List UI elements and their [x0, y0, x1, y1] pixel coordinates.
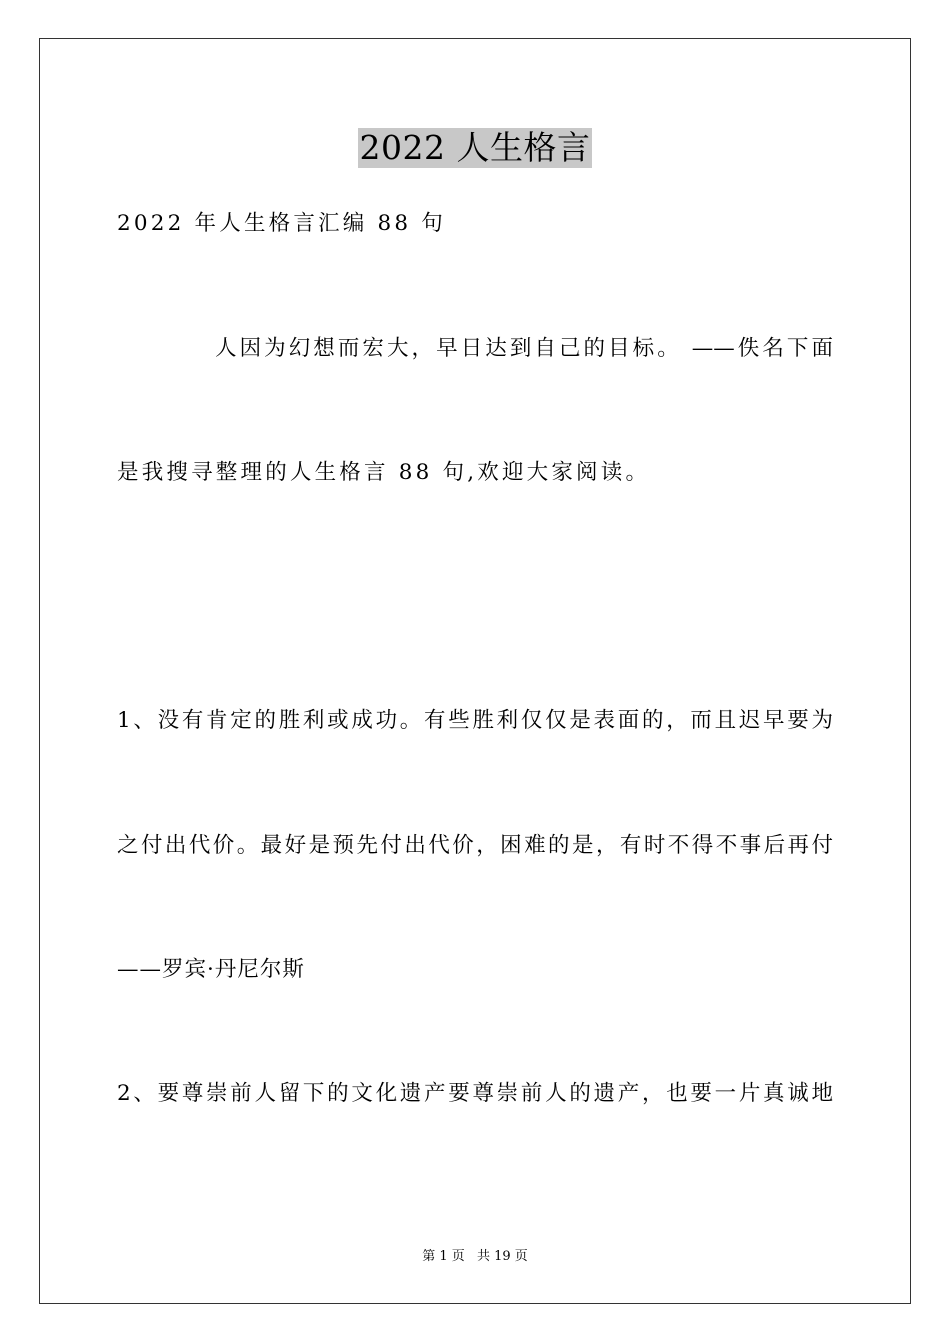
paragraph-line: ——罗宾·丹尼尔斯	[117, 957, 305, 982]
paragraph-line: 之付出代价。最好是预先付出代价，困难的是，有时不得不事后再付	[117, 833, 833, 858]
paragraph-line: 是我搜寻整理的人生格言 88 句,欢迎大家阅读。	[117, 460, 651, 485]
document-title: 2022 人生格言	[359, 128, 591, 167]
paragraph-line: 2、要尊崇前人留下的文化遗产要尊崇前人的遗产，也要一片真诚地	[117, 1081, 833, 1106]
paragraph-line: 人因为幻想而宏大，早日达到自己的目标。 ——佚名下面	[215, 336, 833, 361]
page-footer	[0, 1248, 950, 1266]
page-total: 共 19 页	[476, 1249, 528, 1264]
title-container	[0, 128, 950, 168]
page-number: 第 1 页	[422, 1249, 465, 1264]
document-subtitle: 2022 年人生格言汇编 88 句	[117, 211, 446, 236]
paragraph-line: 1、没有肯定的胜利或成功。有些胜利仅仅是表面的，而且迟早要为	[117, 708, 833, 733]
